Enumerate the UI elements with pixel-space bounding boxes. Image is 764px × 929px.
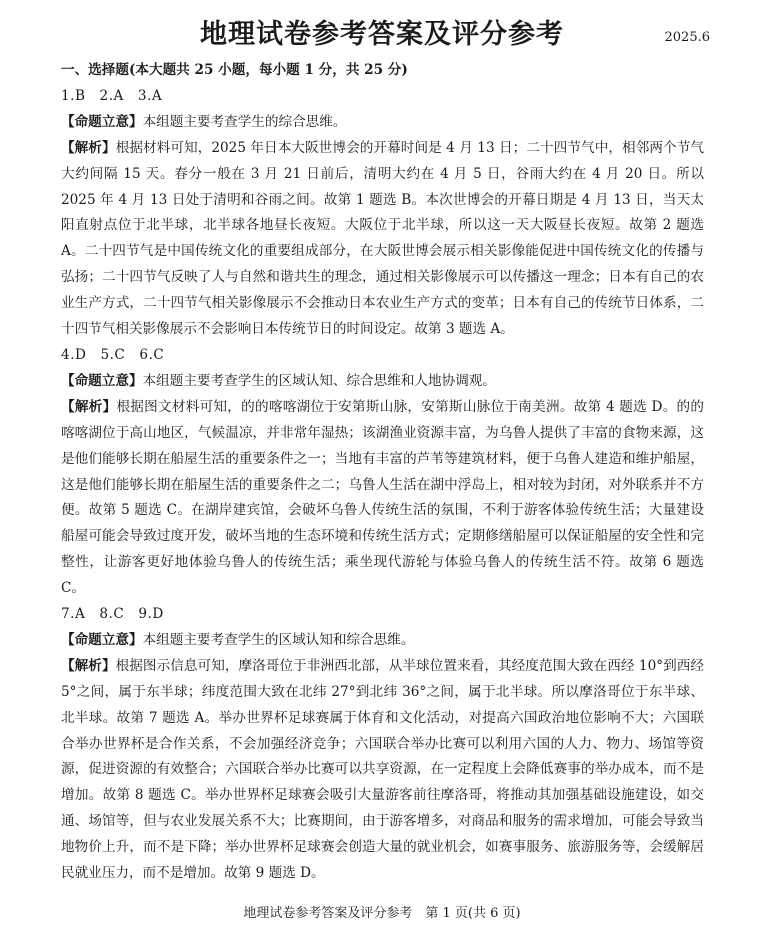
answer-line-group-1: 1.B 2.A 3.A	[61, 87, 163, 104]
intent-text: 本组题主要考查学生的综合思维。	[142, 113, 347, 130]
page-title: 地理试卷参考答案及评分参考	[200, 19, 564, 50]
analysis-paragraph-group-1	[61, 136, 704, 343]
analysis-text: 根据图示信息可知，摩洛哥位于非洲西北部，从半球位置来看，其经度范围大致在西经 10°到西经 5°之间，属于东半球；纬度范围大致在北纬 27°到北纬 36°之间，属于北半球。所以摩洛哥位于东半球、北半球。故第 7 题选 A。举办世界杯足球赛属于体育和文化活动，对提高六国政治地位影响不大；六国联合举办世界杯是合作关系，不会加强经济竞争；六国联合举办比赛可以利用六国的人力、物力、场馆等资源，促进资源的有效整合；六国联合举办比赛可以共享资源，在一定程度上会降低赛事的举办成本，而不是增加。故第 8 题选 C。举办世界杯足球赛会吸引大量游客前往摩洛哥，将推动其加强基础设施建设，如交通、场馆等，但与农业发展关系不大；比赛期间，由于游客增多，对商品和服务的需求增加，可能会导致当地物价上升，而不是下降；举办世界杯足球赛会创造大量的就业机会，如赛事服务、旅游服务等，会缓解居民就业压力，而不是增加。故第 9 题选 D。	[61, 657, 704, 882]
analysis-label: 【解析】	[61, 657, 116, 674]
intent-paragraph-group-2	[61, 369, 704, 395]
intent-text: 本组题主要考查学生的区域认知和综合思维。	[142, 631, 415, 648]
intent-paragraph-group-1	[61, 110, 704, 136]
analysis-paragraph-group-2	[61, 395, 704, 602]
intent-text: 本组题主要考查学生的区域认知、综合思维和人地协调观。	[142, 372, 496, 389]
answer-line-group-3: 7.A 8.C 9.D	[61, 606, 164, 623]
exam-date: 2025.6	[664, 30, 710, 45]
answer-line-group-2: 4.D 5.C 6.C	[61, 346, 165, 363]
analysis-label: 【解析】	[61, 398, 117, 415]
analysis-text: 根据材料可知，2025 年日本大阪世博会的开幕时间是 4 月 13 日；二十四节气中，相邻两个节气大约间隔 15 天。春分一般在 3 月 21 日前后，清明大约在 4 月 5 日，谷雨大约在 4 月 20 日。所以 2025 年 4 月 13 日处于清明和谷雨之间。故第 1 题选 B。本次世博会的开幕日期是 4 月 13 日，当天太阳直射点位于北半球，北半球各地昼长夜短。大阪位于北半球，所以这一天大阪昼长夜短。故第 2 题选 A。二十四节气是中国传统文化的重要组成部分，在大阪世博会展示相关影像能促进中国传统文化的传播与弘扬；二十四节气反映了人与自然和谐共生的理念，通过相关影像展示可以传播这一理念；日本有自己的农业生产方式，二十四节气相关影像展示不会推动日本农业生产方式的变革；日本有自己的传统节日体系，二十四节气相关影像展示不会影响日本传统节日的时间设定。故第 3 题选 A。	[61, 139, 704, 338]
intent-label: 【命题立意】	[61, 372, 143, 389]
intent-label: 【命题立意】	[61, 631, 143, 648]
page-footer: 地理试卷参考答案及评分参考 第 1 页(共 6 页)	[243, 906, 521, 921]
analysis-label: 【解析】	[61, 139, 116, 156]
intent-label: 【命题立意】	[61, 113, 143, 130]
analysis-paragraph-group-3	[61, 654, 704, 887]
answer-content	[61, 58, 704, 887]
section-heading: 一、选择题(本大题共 25 小题，每小题 1 分，共 25 分)	[61, 62, 408, 78]
intent-paragraph-group-3	[61, 628, 704, 654]
analysis-text: 根据图文材料可知，的的喀喀湖位于安第斯山脉，安第斯山脉位于南美洲。故第 4 题选 D。的的喀喀湖位于高山地区，气候温凉，并非常年湿热；该湖渔业资源丰富，为乌鲁人提供了丰富的食物来源，这是他们能够长期在船屋生活的重要条件之一；当地有丰富的芦苇等建筑材料，便于乌鲁人建造和维护船屋，这是他们能够长期在船屋生活的重要条件之二；乌鲁人生活在湖中浮岛上，相对较为封闭，对外联系并不方便。故第 5 题选 C。在湖岸建宾馆，会破坏乌鲁人传统生活的氛围，不利于游客体验传统生活；大量建设船屋可能会导致过度开发，破坏当地的生态环境和传统生活方式；定期修缮船屋可以保证船屋的安全性和完整性，让游客更好地体验乌鲁人的传统生活；乘坐现代游轮与体验乌鲁人的传统生活不符。故第 6 题选 C。	[61, 398, 705, 597]
